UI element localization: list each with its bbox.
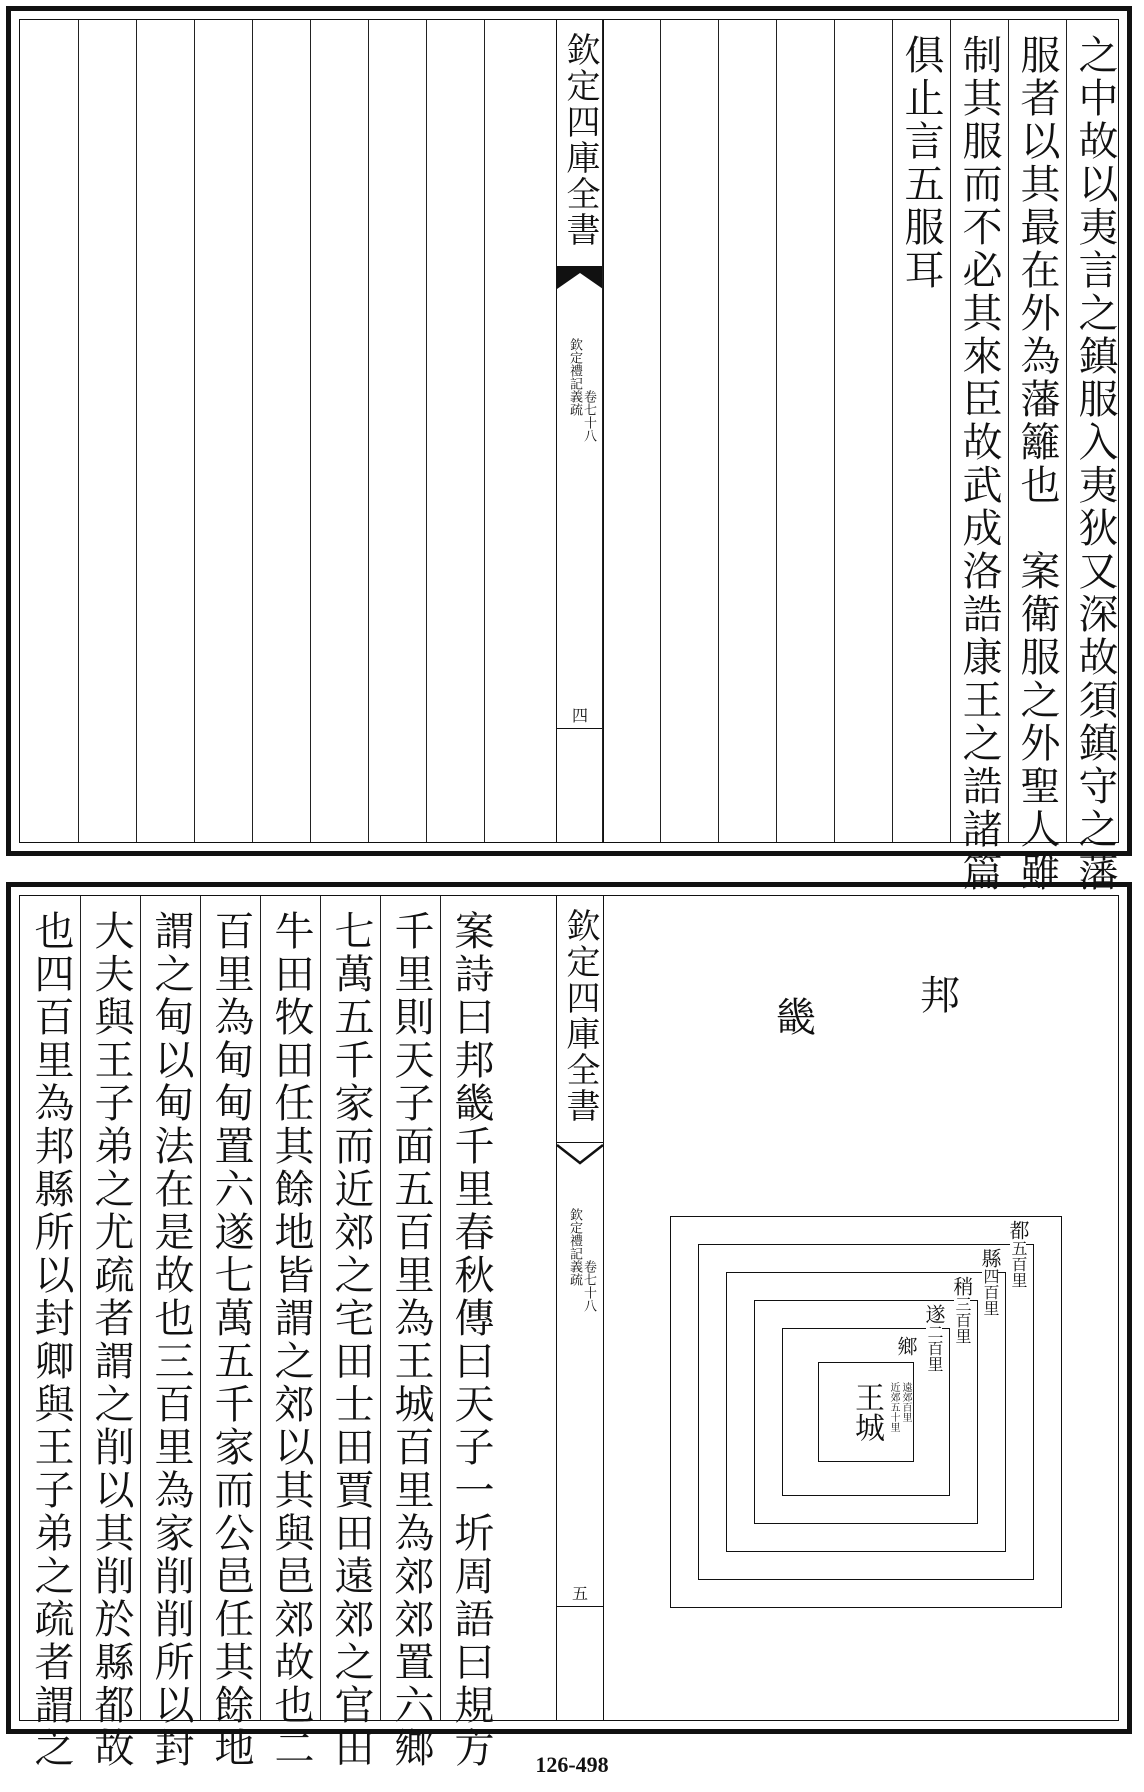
book-title: 欽定禮記義疏	[567, 1208, 582, 1286]
page-top	[6, 6, 1132, 894]
ring-distance: 三百里	[953, 1296, 972, 1344]
ring-name: 遂	[922, 1304, 946, 1324]
page-number: 五	[571, 1584, 588, 1603]
text-column: 百里為甸甸置六遂七萬五千家而公邑任其餘地	[208, 910, 254, 1770]
ring-label-xiang	[894, 1336, 918, 1356]
fish-tail-mark-icon	[557, 1143, 603, 1167]
column-rule	[484, 20, 485, 842]
ring-distance: 四百里	[981, 1268, 1000, 1316]
column-rule	[78, 20, 79, 842]
ring-label-xian	[978, 1248, 1002, 1316]
ring-name: 縣	[978, 1248, 1002, 1268]
column-rule	[368, 20, 369, 842]
ring-label-du	[1006, 1220, 1030, 1288]
text-column: 俱止言五服耳	[898, 34, 944, 292]
ring-label-sui	[922, 1304, 946, 1372]
header-strip	[556, 20, 604, 842]
header-divider	[557, 728, 603, 729]
ring-label-shao	[950, 1276, 974, 1344]
text-column: 也四百里為邦縣所以封卿與王子弟之疏者謂之	[28, 910, 74, 1770]
text-column: 大夫與王子弟之尤疏者謂之削以其削於縣都故	[88, 910, 134, 1770]
text-column: 服者以其最在外為藩籬也 案衛服之外聖人雖	[1014, 34, 1060, 894]
ring-name: 稍	[950, 1276, 974, 1296]
column-rule	[776, 20, 777, 842]
text-column: 千里則天子面五百里為王城百里為郊郊置六鄉	[388, 910, 434, 1770]
column-rule	[602, 20, 603, 842]
near-suburb-note: 近郊五十里	[888, 1382, 899, 1432]
page-footer-reference: 126-498	[535, 1752, 609, 1777]
column-rule	[136, 20, 137, 842]
column-rule	[252, 20, 253, 842]
text-column: 之中故以夷言之鎮服入夷狄又深故須鎮守之藩	[1072, 34, 1118, 894]
fish-tail-mark-icon	[557, 267, 603, 291]
ring-distance: 五百里	[1009, 1240, 1028, 1288]
volume-label: 卷七十八	[581, 390, 596, 442]
text-column: 牛田牧田任其餘地皆謂之郊以其與邑郊故也二	[268, 910, 314, 1770]
page-top-frame	[19, 19, 1119, 894]
text-column: 謂之甸以甸法在是故也三百里為家削削所以封	[148, 910, 194, 1770]
page-number: 四	[571, 706, 588, 725]
ring-distance: 二百里	[925, 1324, 944, 1372]
far-suburb-note: 遠郊百里	[900, 1382, 911, 1422]
column-rule	[718, 20, 719, 842]
column-rule	[310, 20, 311, 842]
text-column: 七萬五千家而近郊之宅田士田賈田遠郊之官田	[328, 910, 374, 1770]
header-divider	[557, 1606, 603, 1607]
diagram-title-char: 邦	[920, 973, 960, 1019]
text-column: 制其服而不必其來臣故武成洛誥康王之誥諸篇	[956, 34, 1002, 894]
column-rule	[194, 20, 195, 842]
diagram-title-char: 畿	[776, 995, 816, 1041]
collection-title: 欽定四庫全書	[560, 908, 600, 1124]
column-rule	[660, 20, 661, 842]
header-strip	[556, 896, 604, 1720]
ring-name: 都	[1006, 1220, 1030, 1240]
column-rule	[426, 20, 427, 842]
wangcheng-label: 王城	[849, 1382, 884, 1442]
text-column: 案詩曰邦畿千里春秋傳曰天子一圻周語曰規方	[448, 910, 494, 1770]
ring-name: 鄉	[894, 1336, 918, 1356]
column-rule	[834, 20, 835, 842]
volume-label: 卷七十八	[581, 1260, 596, 1312]
collection-title: 欽定四庫全書	[560, 32, 600, 248]
book-title: 欽定禮記義疏	[567, 338, 582, 416]
